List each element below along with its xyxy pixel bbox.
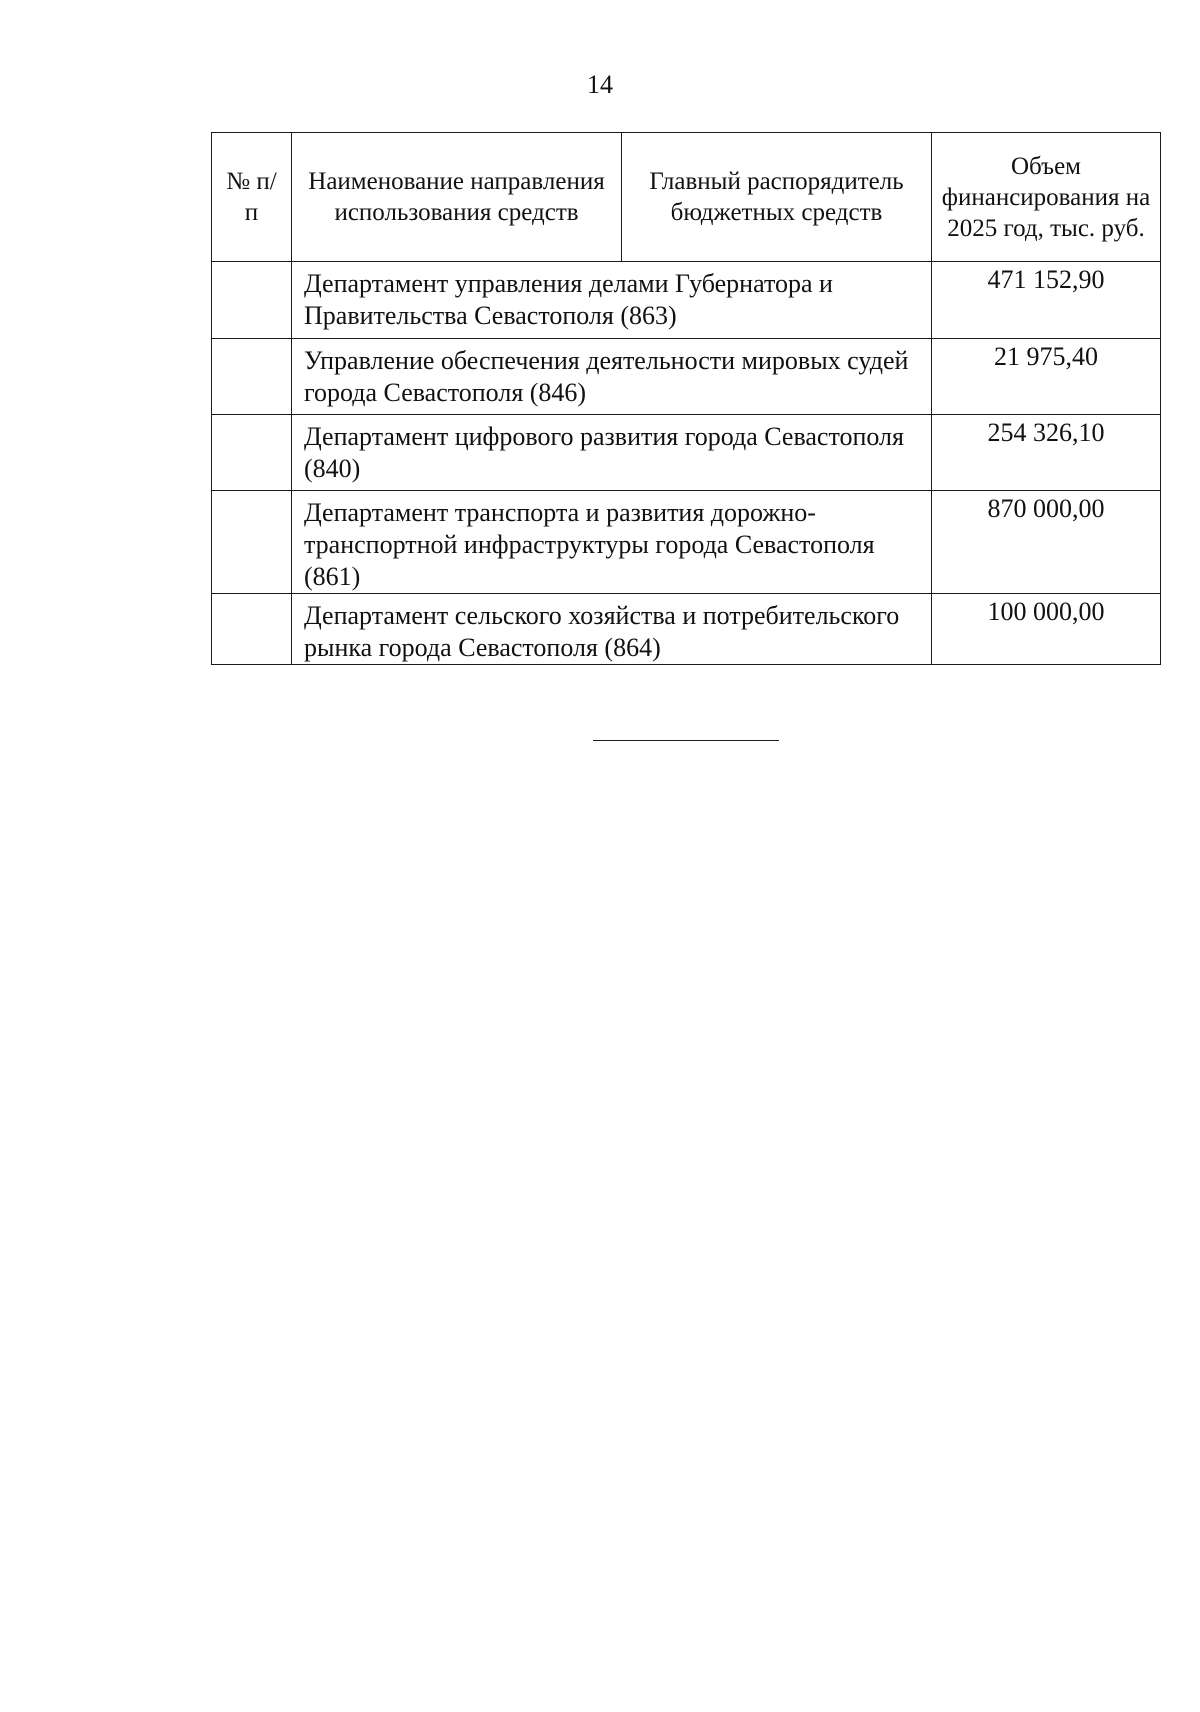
row-name-cell: Департамент транспорта и развития дорожно-транспортной инфраструктуры города Севастополя (861): [292, 491, 932, 594]
table-row: [212, 415, 1161, 491]
row-number-cell: [212, 339, 292, 415]
table-row: [212, 594, 1161, 665]
row-name-cell: Департамент сельского хозяйства и потребительского рынка города Севастополя (864): [292, 594, 932, 665]
row-number-cell: [212, 594, 292, 665]
header-amount: Объем финансирования на 2025 год, тыс. руб.: [932, 133, 1161, 262]
table-header-row: [212, 133, 1161, 262]
row-amount-cell: 870 000,00: [932, 491, 1161, 594]
row-amount-cell: 21 975,40: [932, 339, 1161, 415]
row-name-cell: Департамент цифрового развития города Севастополя (840): [292, 415, 932, 491]
end-of-document-rule: [593, 740, 779, 741]
row-amount-cell: 471 152,90: [932, 262, 1161, 339]
table-row: [212, 491, 1161, 594]
page-number: 14: [587, 70, 613, 99]
row-amount-cell: 254 326,10: [932, 415, 1161, 491]
header-manager: Главный распорядитель бюджетных средств: [622, 133, 932, 262]
row-number-cell: [212, 491, 292, 594]
row-amount-cell: 100 000,00: [932, 594, 1161, 665]
table-row: [212, 339, 1161, 415]
header-direction: Наименование направления использования средств: [292, 133, 622, 262]
row-name-cell: Управление обеспечения деятельности мировых судей города Севастополя (846): [292, 339, 932, 415]
table-row: [212, 262, 1161, 339]
row-name-cell: Департамент управления делами Губернатора и Правительства Севастополя (863): [292, 262, 932, 339]
funding-table: [211, 132, 1161, 665]
row-number-cell: [212, 415, 292, 491]
header-number: № п/п: [212, 133, 292, 262]
row-number-cell: [212, 262, 292, 339]
